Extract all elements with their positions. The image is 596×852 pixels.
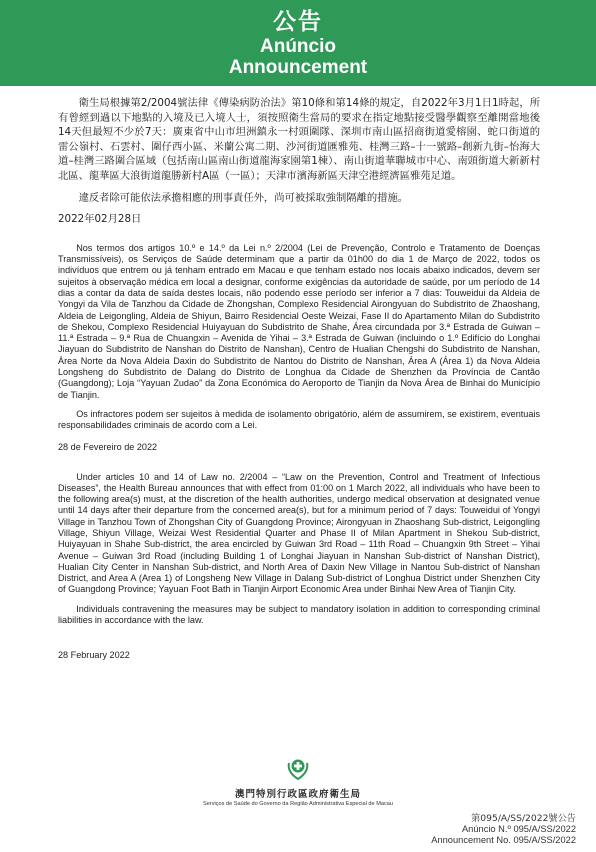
pt-date: 28 de Fevereiro de 2022	[58, 441, 158, 452]
pt-paragraph-2: Os infractores podem ser sujeitos à medida de isolamento obrigatório, além de assumirem, se existirem, eventuais responsabilidades criminais de acordo com a Lei.	[58, 408, 540, 431]
health-bureau-logo	[0, 758, 596, 807]
announcement-reference	[431, 813, 576, 846]
title-zh: 公告	[273, 9, 323, 35]
reference-zh: 第095/A/SS/2022號公告	[471, 813, 576, 824]
announcement-body	[58, 96, 540, 660]
department-name-pt: Serviços de Saúde do Governo da Região Administrativa Especial de Macau	[203, 801, 393, 807]
reference-en: Announcement No. 095/A/SS/2022	[431, 835, 576, 845]
en-date: 28 February 2022	[58, 650, 130, 661]
reference-pt: Anúncio N.º 095/A/SS/2022	[461, 824, 576, 834]
en-paragraph-1: Under articles 10 and 14 of Law no. 2/2004 – “Law on the Prevention, Control and Treatment of Infectious Diseases”, the Health Bureau announces that with effect from 01:00 on 1 March 2022, all individuals who have been to the following area(s) must, at the discretion of the health authorities, undergo medical observation at designated venue until 14 days after their departure from the concerned area(s), but for a minimum period of 7 days: Touweidui of Yongyi Village in Tanzhou Town of Zhongshan City of Guangdong Province; Airongyuan in Zhaoshang Sub-district, Leigongling Village, Shiyun Village, Weizai West Residential Quarter and Phase II of Milan Apartment in Shekou Sub-district, Huiyayuan in Shahe Sub-district, the area encircled by Guiwan 3rd Road – 11th Road – Chuangxin 9th Street – Yihai Avenue – Guiwan 3rd Road (including Building 1 of Longhai Jiayuan in Nanshan Sub-district of Nanshan District), Hualian City Center in Nanshan Sub-district, and North Area of Daxin New Village in Nantou Sub-district of Nanshan District, and Area A (Area 1) of Longsheng New Village in Dalang Sub-district of Longhua District under Shenzhen City of Guangdong Province; Yayuan Foot Bath in Tianjin Airport Economic Area under Binhai New Area of Tianjin City.	[58, 471, 540, 595]
zh-paragraph-2: 違反者除可能依法承擔相應的刑事責任外，尚可被採取強制隔離的措施。	[78, 191, 409, 204]
pt-paragraph-1: Nos termos dos artigos 10.º e 14.º da Lei n.º 2/2004 (Lei de Prevenção, Controlo e Tratamento de Doenças Transmissíveis), os Serviços de Saúde determinam que a partir da 01h00 do dia 1 de Março de 2022, todos os indivíduos que entrem ou já tenham entrado em Macau e que tenham estado nos locais abaixo indicados, devem ser sujeitos à observação médica em local a designar, conforme exigências da autoridade de saúde, por um período de 14 dias a contar da data de saída destes locais, não podendo esse período ser inferior a 7 dias: Touweidui da Aldeia de Yongyi da Vila de Tanzhou da Cidade de Zhongshan, Complexo Residencial Airongyuan do Subdistrito de Zhaoshang, Aldeia de Leigongling, Aldeia de Shiyun, Bairro Residencial Oeste Weizai, Fase II do Apartamento Milan do Subdistrito de Shekou, Complexo Residencial Huiyayuan do Subdistrito de Shahe, Área circundada por 3.ª Estrada de Guiwan – 11.ª Estrada – 9.ª Rua de Chuangxin – Avenida de Yihai – 3.ª Estrada de Guiwan (incluindo o 1.º Edifício do Longhai Jiayuan do Subdistrito de Nanshan do Distrito de Nanshan), Centro de Hualian Chengshi do Subdistrito de Nanshan, Área Norte da Nova Aldeia Daxin do Subdistrito de Nantou do Distrito de Nanshan, Área A (Área 1) da Nova Aldeia Longsheng do Subdistrito de Dalang do Distrito de Longhua da Cidade de Shenzhen da Província de Cantão (Guangdong); Loja “Yayuan Zudao” da Zona Económica do Aeroporto de Tianjin da Nova Área de Binhai do Município de Tianjin.	[58, 242, 540, 400]
department-name-zh: 澳門特別行政區政府衛生局	[234, 789, 361, 800]
en-paragraph-2: Individuals contravening the measures may be subject to mandatory isolation in addition to corresponding criminal liabilities in accordance with the law.	[58, 603, 540, 626]
announcement-header	[0, 0, 596, 86]
title-pt: Anúncio	[260, 36, 336, 57]
title-en: Announcement	[228, 57, 368, 78]
zh-paragraph-1: 衛生局根據第2/2004號法律《傳染病防治法》第10條和第14條的規定，自2022年3月1日1時起，所有曾經到過以下地點的入境及已入境人士，須按照衛生當局的要求在指定地點接受醫學觀察至離開當地後14天但最短不少於7天：廣東省中山市坦洲鎮永一村頭圍隊、深圳市南山區招商街道愛榕園、蛇口街道的雷公嶺村、石雲村、圍仔西小區、米蘭公寓二期、沙河街道匯雅苑、桂灣三路–十一號路–創新九街–怡海大道–桂灣三路圍合區域（包括南山區南山街道龍海家園第1棟）、南山街道華聯城市中心、南頭街道大新新村北區、龍華區大浪街道龍勝新村A區（一區）；天津市濱海新區天津空港經濟區雅苑足道。	[58, 97, 540, 182]
zh-date: 2022年02月28日	[58, 213, 142, 226]
health-emblem-icon	[286, 758, 310, 784]
